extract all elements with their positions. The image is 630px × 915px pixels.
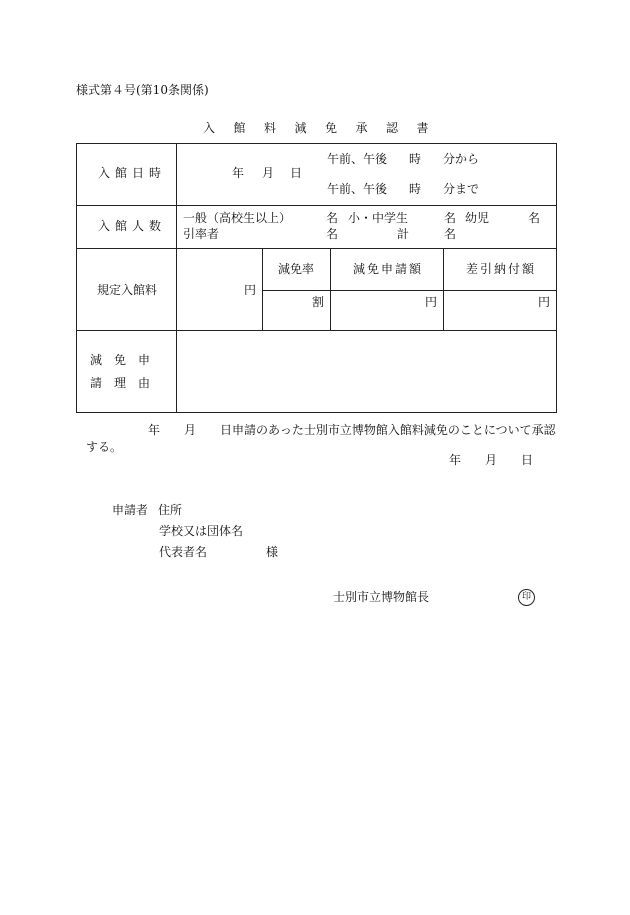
label-standard-fee: 規定入館料	[97, 283, 158, 297]
to-minute-unit: 分まで	[443, 182, 480, 196]
label-reason-line2: 請 理 由	[90, 376, 151, 390]
from-hour-unit: 時	[409, 152, 422, 166]
table-divider	[262, 290, 556, 291]
from-ampm: 午前、午後	[327, 152, 388, 166]
form-number: 様式第４号(第10条関係)	[76, 83, 209, 97]
infant-unit: 名	[528, 211, 541, 225]
approval-month-unit: 月	[184, 423, 197, 437]
label-visit-datetime: 入館日時	[98, 166, 167, 180]
leader-unit: 名	[326, 227, 339, 241]
to-hour-unit: 時	[409, 182, 422, 196]
reduction-amount-unit: 円	[425, 295, 438, 309]
payment-amount-unit: 円	[538, 295, 551, 309]
honorific: 様	[266, 545, 279, 559]
applicant-label: 申請者	[112, 503, 149, 517]
general-unit: 名	[326, 211, 339, 225]
visit-month-unit: 月	[262, 166, 275, 180]
table-divider	[443, 248, 444, 330]
reduction-approval-table	[76, 143, 557, 413]
header-reduction-amount: 減免申請額	[353, 262, 424, 276]
table-divider	[176, 144, 177, 412]
student-label: 小・中学生	[348, 211, 409, 225]
table-divider	[330, 248, 331, 330]
to-ampm: 午前、午後	[327, 182, 388, 196]
table-divider	[77, 330, 556, 331]
representative-label: 代表者名	[159, 545, 208, 559]
reduction-rate-unit: 割	[312, 295, 325, 309]
table-divider	[77, 248, 556, 249]
table-divider	[262, 248, 263, 330]
student-unit: 名	[444, 211, 457, 225]
leader-label: 引率者	[183, 227, 220, 241]
approval-sentence	[86, 422, 556, 456]
total-label: 計	[397, 227, 410, 241]
approval-date-month: 月	[485, 453, 498, 467]
general-label: 一般（高校生以上）	[183, 211, 292, 225]
approval-date	[449, 454, 533, 466]
visit-day-unit: 日	[290, 166, 303, 180]
label-visitor-count: 入館人数	[98, 219, 167, 233]
header-payment-amount: 差引納付額	[466, 262, 537, 276]
applicant-address-label: 住所	[158, 503, 183, 517]
approval-text: 日申請のあった士別市立博物館入館料減免のことについて承認する。	[86, 423, 556, 454]
approval-date-year: 年	[449, 453, 462, 467]
table-divider	[77, 205, 556, 206]
total-unit: 名	[444, 227, 457, 241]
museum-director: 士別市立博物館長	[333, 590, 430, 604]
header-reduction-rate: 減免率	[278, 262, 315, 276]
standard-fee-unit: 円	[244, 283, 257, 297]
school-or-group-label: 学校又は団体名	[159, 524, 244, 538]
infant-label: 幼児	[465, 211, 490, 225]
approval-date-day: 日	[521, 453, 534, 467]
from-minute-unit: 分から	[443, 152, 480, 166]
applicant-line	[112, 504, 182, 516]
seal-icon: 印	[518, 589, 535, 606]
document-title: 入館料減免承認書	[203, 121, 448, 135]
visit-year-unit: 年	[232, 166, 245, 180]
label-reason-line1: 減 免 申	[90, 353, 151, 367]
approval-year-unit: 年	[148, 423, 161, 437]
